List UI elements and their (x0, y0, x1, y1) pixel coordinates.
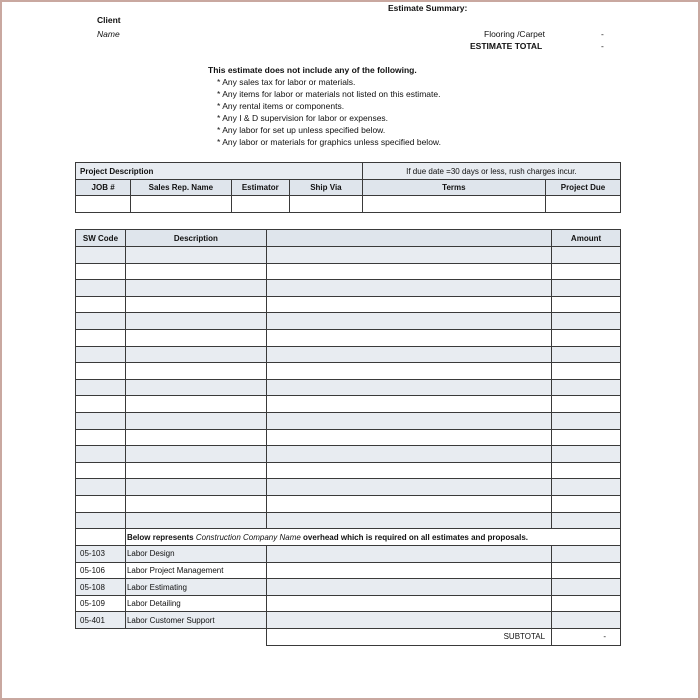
line-items-table (75, 229, 621, 646)
amount-cell[interactable] (552, 346, 621, 363)
project-description-field[interactable] (231, 163, 362, 180)
description-cell[interactable] (125, 429, 266, 446)
empty-row (76, 263, 621, 280)
exclusion-item: * Any labor or materials for graphics unless specified below. (217, 137, 441, 147)
blank-cell[interactable] (266, 429, 551, 446)
row-blank[interactable] (266, 546, 551, 563)
col-job-number: JOB # (76, 180, 131, 196)
blank-rows (76, 247, 621, 529)
description-cell[interactable] (125, 512, 266, 529)
empty-row (76, 479, 621, 496)
amount-cell[interactable] (552, 296, 621, 313)
blank-cell[interactable] (266, 363, 551, 380)
overhead-note (125, 529, 620, 546)
row-amount[interactable] (552, 546, 621, 563)
row-blank[interactable] (266, 562, 551, 579)
blank-cell[interactable] (266, 495, 551, 512)
estimator-field[interactable] (231, 196, 289, 213)
row-blank[interactable] (266, 595, 551, 612)
sw-code-cell[interactable] (76, 446, 126, 463)
blank-cell[interactable] (266, 479, 551, 496)
amount-cell[interactable] (552, 412, 621, 429)
estimate-summary-title: Estimate Summary: (388, 3, 468, 13)
subtotal-spacer (76, 629, 126, 646)
sw-code-cell[interactable] (76, 313, 126, 330)
ship-via-field[interactable] (290, 196, 363, 213)
sw-code-cell[interactable] (76, 263, 126, 280)
flooring-label: Flooring /Carpet (484, 29, 545, 39)
description-cell[interactable] (125, 446, 266, 463)
overhead-spacer (76, 529, 126, 546)
terms-field[interactable] (362, 196, 545, 213)
row-description: Labor Customer Support (125, 612, 266, 629)
sw-code: 05-103 (76, 546, 126, 563)
table-row (76, 546, 621, 563)
blank-cell[interactable] (266, 396, 551, 413)
description-cell[interactable] (125, 363, 266, 380)
sw-code-cell[interactable] (76, 379, 126, 396)
blank-cell[interactable] (266, 512, 551, 529)
empty-row (76, 247, 621, 264)
sw-code: 05-108 (76, 579, 126, 596)
description-cell[interactable] (125, 346, 266, 363)
empty-row (76, 495, 621, 512)
row-amount[interactable] (552, 595, 621, 612)
amount-cell[interactable] (552, 446, 621, 463)
exclusion-item: * Any rental items or components. (217, 101, 345, 111)
subtotal-value: - (552, 629, 621, 646)
blank-cell[interactable] (266, 263, 551, 280)
blank-cell[interactable] (266, 446, 551, 463)
empty-row (76, 379, 621, 396)
description-cell[interactable] (125, 379, 266, 396)
empty-row (76, 346, 621, 363)
overhead-suffix: overhead which is required on all estimates and proposals. (303, 532, 528, 542)
empty-row (76, 296, 621, 313)
description-cell[interactable] (125, 247, 266, 264)
table-row (76, 562, 621, 579)
sw-code-cell[interactable] (76, 346, 126, 363)
description-cell[interactable] (125, 479, 266, 496)
col-sales-rep: Sales Rep. Name (131, 180, 231, 196)
estimate-total-value: - (601, 41, 604, 51)
project-description-label: Project Description (76, 163, 232, 180)
table-row (76, 595, 621, 612)
empty-row (76, 363, 621, 380)
subtotal-label: SUBTOTAL (266, 629, 551, 646)
col-project-due: Project Due (545, 180, 620, 196)
description-cell[interactable] (125, 462, 266, 479)
col-amount: Amount (552, 230, 621, 247)
subtotal-row (76, 629, 621, 646)
amount-cell[interactable] (552, 462, 621, 479)
description-cell[interactable] (125, 329, 266, 346)
blank-cell[interactable] (266, 247, 551, 264)
sw-code: 05-109 (76, 595, 126, 612)
row-blank[interactable] (266, 579, 551, 596)
empty-row (76, 280, 621, 297)
empty-row (76, 446, 621, 463)
col-estimator: Estimator (231, 180, 289, 196)
amount-cell[interactable] (552, 479, 621, 496)
col-terms: Terms (362, 180, 545, 196)
description-cell[interactable] (125, 296, 266, 313)
exclusion-item: * Any items for labor or materials not listed on this estimate. (217, 89, 441, 99)
exclusion-item: * Any sales tax for labor or materials. (217, 77, 356, 87)
amount-cell[interactable] (552, 263, 621, 280)
exclusion-item: * Any labor for set up unless specified below. (217, 125, 386, 135)
job-number-field[interactable] (76, 196, 131, 213)
description-cell[interactable] (125, 280, 266, 297)
amount-cell[interactable] (552, 329, 621, 346)
empty-row (76, 462, 621, 479)
overhead-company: Construction Company Name (195, 532, 301, 542)
blank-cell[interactable] (266, 462, 551, 479)
row-amount[interactable] (552, 579, 621, 596)
sw-code-cell[interactable] (76, 429, 126, 446)
row-description: Labor Design (125, 546, 266, 563)
description-cell[interactable] (125, 263, 266, 280)
amount-cell[interactable] (552, 429, 621, 446)
rush-note: If due date =30 days or less, rush charges incur. (362, 163, 620, 180)
client-name: Name (97, 29, 120, 39)
sw-code-cell[interactable] (76, 296, 126, 313)
sw-code-cell[interactable] (76, 363, 126, 380)
sw-code-cell[interactable] (76, 247, 126, 264)
amount-cell[interactable] (552, 396, 621, 413)
sw-code-cell[interactable] (76, 280, 126, 297)
project-due-field[interactable] (545, 196, 620, 213)
blank-cell[interactable] (266, 412, 551, 429)
col-ship-via: Ship Via (290, 180, 363, 196)
empty-row (76, 512, 621, 529)
amount-cell[interactable] (552, 247, 621, 264)
sw-code-cell[interactable] (76, 512, 126, 529)
amount-cell[interactable] (552, 280, 621, 297)
description-cell[interactable] (125, 412, 266, 429)
row-blank[interactable] (266, 612, 551, 629)
empty-row (76, 313, 621, 330)
amount-cell[interactable] (552, 313, 621, 330)
empty-row (76, 429, 621, 446)
description-cell[interactable] (125, 396, 266, 413)
description-cell[interactable] (125, 313, 266, 330)
col-blank (266, 230, 551, 247)
sw-code-cell[interactable] (76, 396, 126, 413)
overhead-prefix: Below represents (126, 532, 194, 542)
client-label: Client (97, 15, 121, 25)
empty-row (76, 412, 621, 429)
blank-cell[interactable] (266, 346, 551, 363)
empty-row (76, 329, 621, 346)
sw-code: 05-106 (76, 562, 126, 579)
blank-cell[interactable] (266, 280, 551, 297)
estimate-total-label: ESTIMATE TOTAL (470, 41, 543, 51)
exclusion-item: * Any I & D supervision for labor or expenses. (217, 113, 389, 123)
blank-cell[interactable] (266, 329, 551, 346)
row-description: Labor Project Management (125, 562, 266, 579)
sw-code-cell[interactable] (76, 412, 126, 429)
blank-cell[interactable] (266, 296, 551, 313)
amount-cell[interactable] (552, 379, 621, 396)
sw-code-cell[interactable] (76, 479, 126, 496)
amount-cell[interactable] (552, 363, 621, 380)
blank-cell[interactable] (266, 379, 551, 396)
sales-rep-field[interactable] (131, 196, 231, 213)
col-sw-code: SW Code (76, 230, 126, 247)
flooring-value: - (601, 29, 604, 39)
row-description: Labor Detailing (125, 595, 266, 612)
exclusions-heading: This estimate does not include any of the following. (208, 65, 417, 75)
empty-row (76, 396, 621, 413)
subtotal-spacer (125, 629, 266, 646)
sw-code-cell[interactable] (76, 462, 126, 479)
row-amount[interactable] (552, 612, 621, 629)
row-description: Labor Estimating (125, 579, 266, 596)
project-table (75, 162, 621, 213)
amount-cell[interactable] (552, 512, 621, 529)
blank-cell[interactable] (266, 313, 551, 330)
description-cell[interactable] (125, 495, 266, 512)
sw-code: 05-401 (76, 612, 126, 629)
sw-code-cell[interactable] (76, 329, 126, 346)
table-row (76, 612, 621, 629)
table-row (76, 579, 621, 596)
sw-code-cell[interactable] (76, 495, 126, 512)
row-amount[interactable] (552, 562, 621, 579)
amount-cell[interactable] (552, 495, 621, 512)
col-description: Description (125, 230, 266, 247)
